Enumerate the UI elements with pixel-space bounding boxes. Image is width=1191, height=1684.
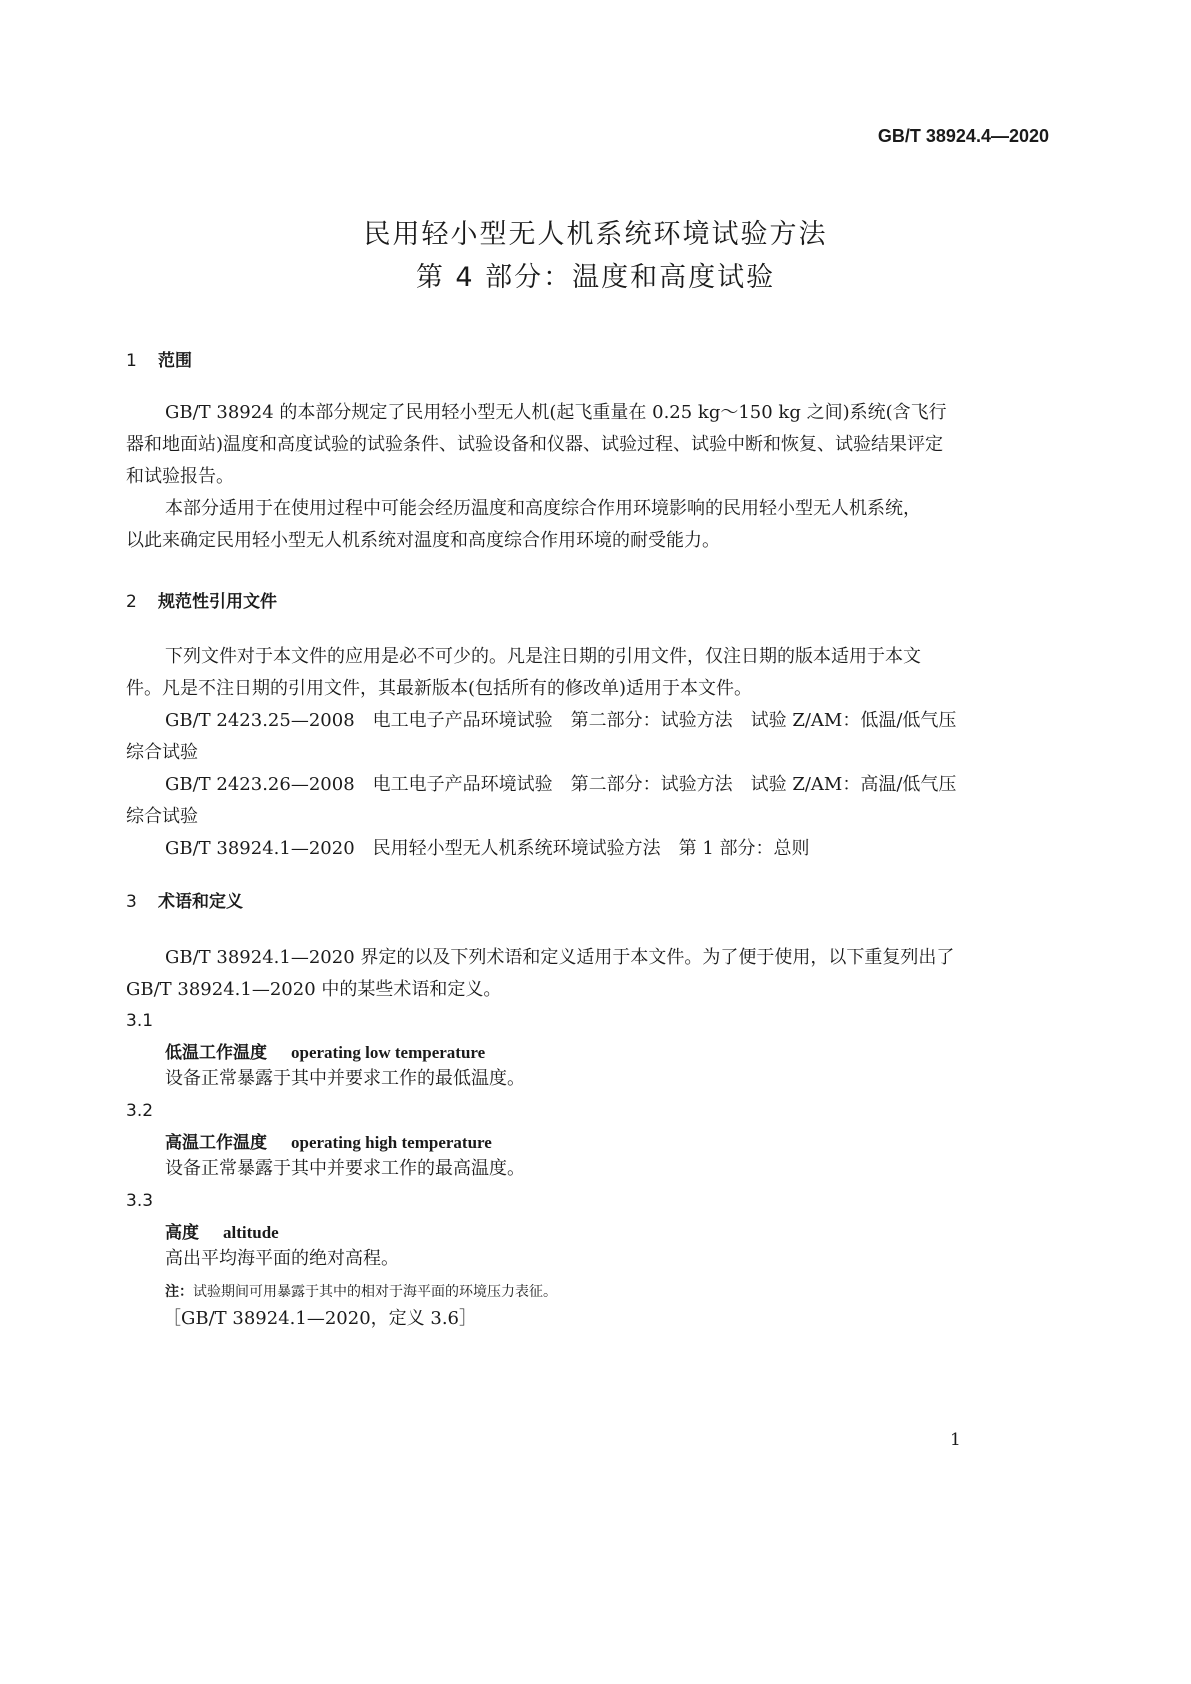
source-citation: ［GB/T 38924.1—2020，定义 3.6］ bbox=[163, 1308, 477, 1329]
term-definition: 设备正常暴露于其中并要求工作的最低温度。 bbox=[165, 1068, 525, 1089]
term-number: 3.2 bbox=[126, 1101, 154, 1121]
term-definition: 高出平均海平面的绝对高程。 bbox=[165, 1248, 399, 1269]
section-number: 1 bbox=[126, 351, 137, 371]
term-en: operating low temperature bbox=[291, 1043, 486, 1062]
term-heading bbox=[165, 1128, 492, 1153]
term-zh: 高温工作温度 bbox=[165, 1133, 267, 1153]
reference-line: GB/T 38924.1—2020 民用轻小型无人机系统环境试验方法 第 1 部分：总则 bbox=[165, 838, 810, 859]
page-number: 1 bbox=[950, 1430, 961, 1450]
section-3-heading bbox=[126, 887, 243, 912]
section-title: 范围 bbox=[158, 351, 192, 371]
standard-number: GB/T 38924.4—2020 bbox=[877, 126, 1049, 146]
paragraph-line: GB/T 38924.1—2020 界定的以及下列术语和定义适用于本文件。为了便于使用，以下重复列出了 bbox=[165, 947, 955, 968]
section-title: 规范性引用文件 bbox=[158, 592, 277, 612]
section-2-heading bbox=[126, 587, 277, 612]
paragraph-line: 以此来确定民用轻小型无人机系统对温度和高度综合作用环境的耐受能力。 bbox=[126, 530, 720, 551]
term-zh: 高度 bbox=[165, 1223, 199, 1243]
term-heading bbox=[165, 1038, 485, 1063]
paragraph-line: 器和地面站)温度和高度试验的试验条件、试验设备和仪器、试验过程、试验中断和恢复、试验结果评定 bbox=[126, 434, 944, 455]
note-text: 试验期间可用暴露于其中的相对于海平面的环境压力表征。 bbox=[193, 1284, 557, 1300]
document-title-line2: 第 4 部分：温度和高度试验 bbox=[415, 262, 776, 293]
note bbox=[165, 1281, 557, 1301]
note-label: 注： bbox=[165, 1284, 193, 1300]
term-heading bbox=[165, 1218, 279, 1243]
reference-line: 综合试验 bbox=[126, 742, 198, 763]
term-number: 3.3 bbox=[126, 1191, 154, 1211]
term-number: 3.1 bbox=[126, 1011, 154, 1031]
paragraph-line: GB/T 38924 的本部分规定了民用轻小型无人机(起飞重量在 0.25 kg～150 kg 之间)系统(含飞行 bbox=[165, 402, 947, 423]
term-definition: 设备正常暴露于其中并要求工作的最高温度。 bbox=[165, 1158, 525, 1179]
reference-line: 综合试验 bbox=[126, 806, 198, 827]
paragraph-line: 下列文件对于本文件的应用是必不可少的。凡是注日期的引用文件，仅注日期的版本适用于本文 bbox=[165, 646, 921, 667]
term-en: operating high temperature bbox=[291, 1133, 492, 1152]
section-number: 3 bbox=[126, 892, 137, 912]
term-zh: 低温工作温度 bbox=[165, 1043, 267, 1063]
document-title-line1: 民用轻小型无人机系统环境试验方法 bbox=[363, 219, 828, 250]
paragraph-line: 本部分适用于在使用过程中可能会经历温度和高度综合作用环境影响的民用轻小型无人机系统， bbox=[165, 498, 921, 519]
paragraph-line: GB/T 38924.1—2020 中的某些术语和定义。 bbox=[126, 979, 502, 1000]
section-1-heading bbox=[126, 346, 192, 371]
section-number: 2 bbox=[126, 592, 137, 612]
section-title: 术语和定义 bbox=[158, 892, 243, 912]
reference-line: GB/T 2423.25—2008 电工电子产品环境试验 第二部分：试验方法 试验 Z/AM：低温/低气压 bbox=[165, 710, 957, 731]
term-en: altitude bbox=[223, 1223, 279, 1242]
paragraph-line: 和试验报告。 bbox=[126, 466, 234, 487]
paragraph-line: 件。凡是不注日期的引用文件，其最新版本(包括所有的修改单)适用于本文件。 bbox=[126, 678, 753, 699]
reference-line: GB/T 2423.26—2008 电工电子产品环境试验 第二部分：试验方法 试验 Z/AM：高温/低气压 bbox=[165, 774, 957, 795]
